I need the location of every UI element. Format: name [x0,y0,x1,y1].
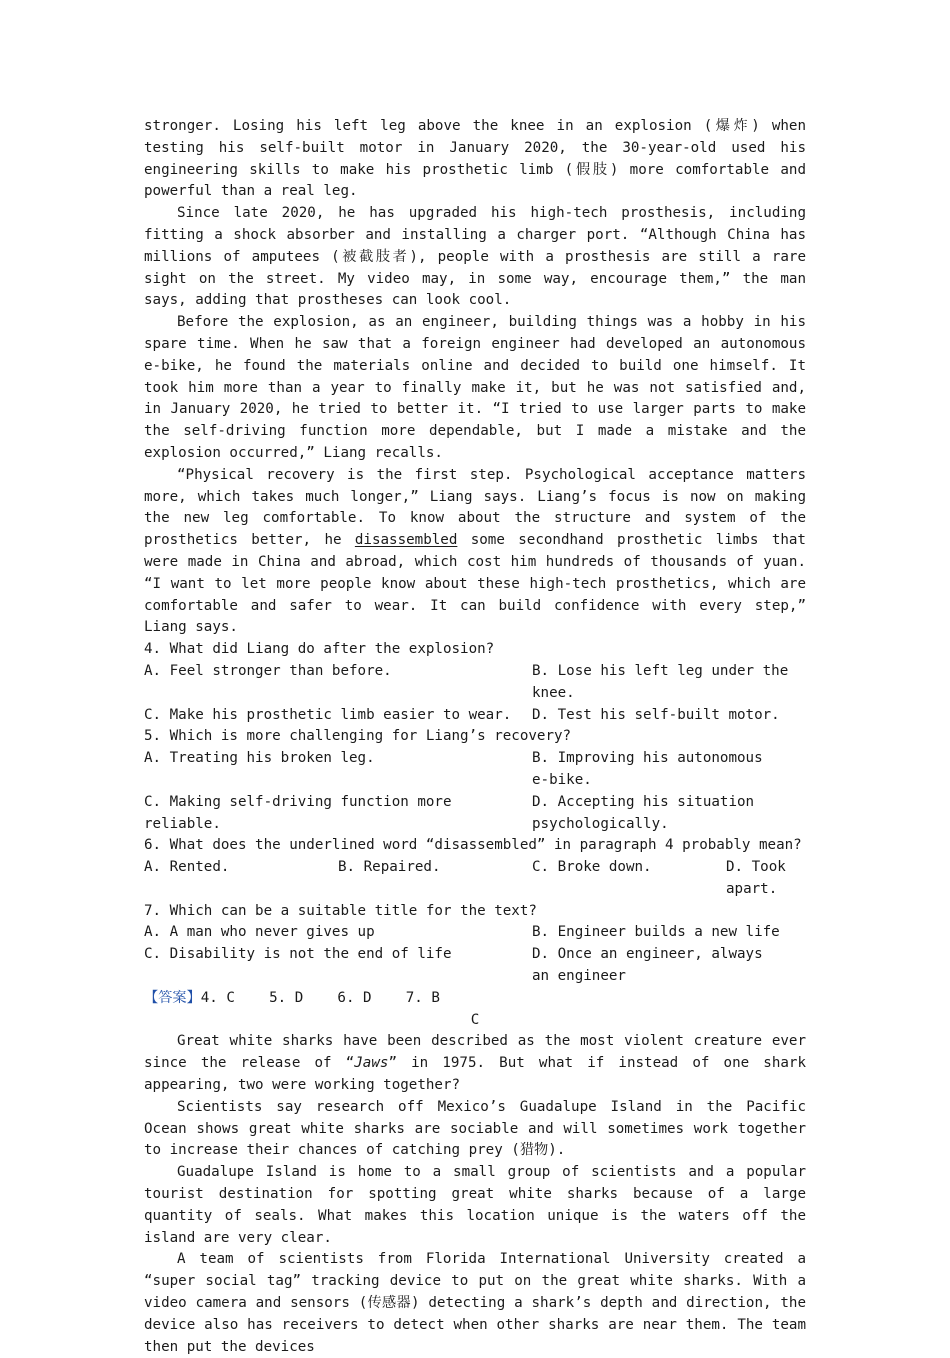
option-d: D. Took apart. [726,859,786,897]
passage-b-paragraph-2: Since late 2020, he has upgraded his high-tech prosthesis, including fitting a shock absorber and installing a charger port. “Although China has millions of amputees (被截肢者), people with a prosthesis are still a rare sight on the street. My video may, in some way, encourage them,” the man says, adding that prostheses can look cool. [144,205,806,309]
answer-text: 4. C 5. D 6. D 7. B [200,989,440,1006]
answer-key [144,988,806,1010]
paragraph-1-text-b: ” in 1975. But what if instead of one shark appearing, two were working together? [144,1055,806,1094]
option-b: B. Improving his autonomous e-bike. [532,750,763,788]
option-a: A. Feel stronger than before. [144,662,392,679]
question-7 [144,901,806,988]
passage-b-paragraph-3: Before the explosion, as an engineer, building things was a hobby in his spare time. When he saw that a foreign engineer had developed an autonomous e-bike, he found the materials online and decided to build one himself. It took him more than a year to finally make it, but he was not satisfied and, in January 2020, he tried to better it. “I tried to use larger parts to make the self-driving function more dependable, but I made a mistake and the explosion occurred,” Liang recalls. [144,314,806,461]
options-row [144,857,806,901]
passage-c-paragraph-4: A team of scientists from Florida International University created a “super social tag” tracking device to put on the great white sharks. With a video camera and sensors (传感器) detecting a shark’s depth and direction, the device also has receivers to detect when other sharks are near them. The team then put the devices [144,1251,806,1355]
option-a: A. Rented. [144,859,230,876]
option-c: C. Making self-driving function more reliable. [144,793,452,832]
passage-b-paragraph-1: stronger. Losing his left leg above the knee in an explosion (爆炸) when testing his self-built motor in January 2020, the 30-year-old used his engineering skills to make his prosthetic limb (假肢) more comfortable and powerful than a real leg. [144,118,806,200]
option-c: C. Disability is not the end of life [144,946,452,963]
question-stem: 4. What did Liang do after the explosion? [144,641,495,658]
paragraph-1-text-a: Great white sharks have been described as the most violent creature ever since the release of “ [144,1033,806,1072]
question-stem: 7. Which can be a suitable title for the text? [144,902,537,919]
question-4 [144,639,806,726]
options-row [144,792,806,836]
paragraph-4-text-b: some secondhand prosthetic limbs that were made in China and abroad, which cost him hundreds of thousands of yuan. “I want to let more people know about these high-tech prosthetics, which are comfortable and safer to wear. It can build confidence with every step,” Liang says. [144,532,806,636]
italic-title: Jaws [354,1055,389,1072]
question-5 [144,726,806,835]
options-row [144,705,806,727]
paragraph-4-text-a: “Physical recovery is the first step. Psychological acceptance matters more, which takes much longer,” Liang says. Liang’s focus is now on making the new leg comfortable. To know about the structure and system of the prosthetics better, he [144,466,806,549]
options-row [144,944,806,988]
passage-b-paragraph-4 [144,465,806,639]
passage-c-paragraph-1 [144,1031,806,1096]
option-b: B. Lose his left leg under the knee. [532,662,789,701]
document-page [144,116,806,1358]
option-c: C. Make his prosthetic limb easier to wear. [144,706,512,723]
underlined-word: disassembled [354,532,458,549]
options-row [144,661,806,705]
passage-c-paragraph-2: Scientists say research off Mexico’s Guadalupe Island in the Pacific Ocean shows great white sharks are sociable and will sometimes work together to increase their chances of catching prey (猎物). [144,1098,806,1159]
options-row [144,748,806,792]
section-heading: C [470,1011,480,1028]
question-stem: 5. Which is more challenging for Liang’s recovery? [144,728,572,745]
option-b: B. Repaired. [338,859,441,876]
passage-c-paragraph-3: Guadalupe Island is home to a small group of scientists and a popular tourist destination for spotting great white sharks because of a large quantity of seals. What makes this location unique is the waters off the island are very clear. [144,1164,806,1246]
option-a: A. Treating his broken leg. [144,750,375,767]
option-a: A. A man who never gives up [144,924,375,941]
option-b: B. Engineer builds a new life [532,924,780,941]
question-stem: 6. What does the underlined word “disassembled” in paragraph 4 probably mean? [144,837,802,854]
answer-tag: 【答案】 [144,989,201,1006]
option-c: C. Broke down. [532,859,652,876]
option-d: D. Accepting his situation psychologically. [532,793,755,832]
option-d: D. Test his self-built motor. [532,706,780,723]
question-6 [144,835,806,900]
options-row [144,922,806,944]
option-d: D. Once an engineer, always an engineer [532,946,763,985]
